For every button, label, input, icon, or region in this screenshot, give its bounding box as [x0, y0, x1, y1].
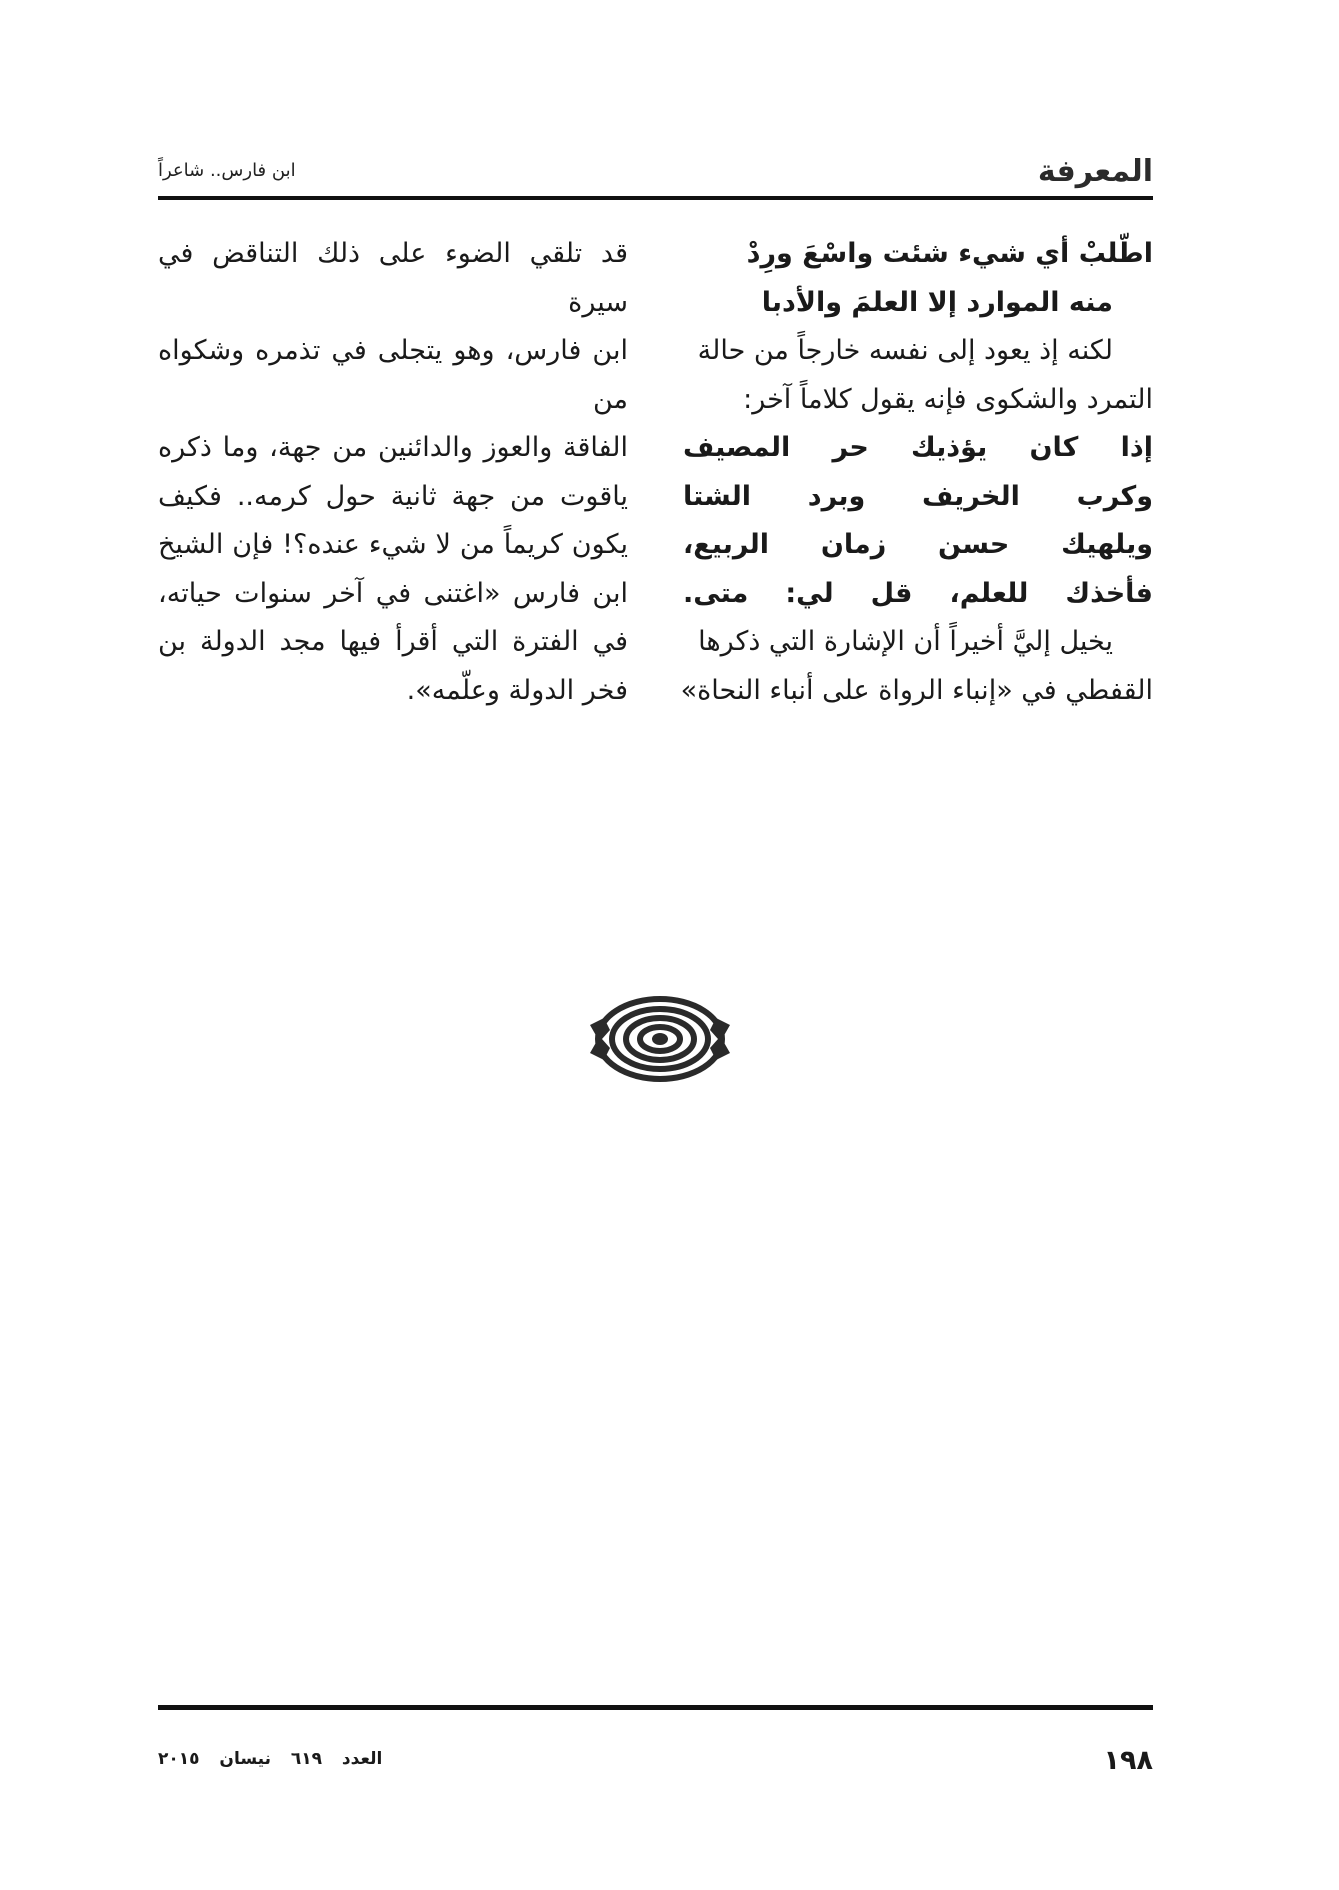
magazine-logo: المعرفة: [1037, 154, 1153, 189]
right-column: [680, 230, 1153, 715]
paragraph-line: فخر الدولة وعلّمه».: [406, 674, 628, 706]
paragraph-line: ياقوت من جهة ثانية حول كرمه.. فكيف: [158, 480, 628, 512]
footer-rule: [158, 1705, 1153, 1710]
verse-line: إذا كان يؤذيك حر المصيف: [683, 432, 1153, 463]
paragraph-line: الفاقة والعوز والدائنين من جهة، وما ذكره: [158, 432, 628, 463]
paragraph-line: التمرد والشكوى فإنه يقول كلاماً آخر:: [743, 383, 1153, 415]
left-column: [158, 230, 628, 715]
header-rule: [158, 196, 1153, 200]
verse-line: فأخذك للعلم، قل لي: متى.: [683, 577, 1153, 609]
verse-line: منه الموارد إلا العلمَ والأدبا: [761, 286, 1113, 318]
page-header: [158, 150, 1153, 196]
paragraph-line: لكنه إذ يعود إلى نفسه خارجاً من حالة: [697, 335, 1113, 366]
verse-line: وكرب الخريف وبرد الشتا: [683, 480, 1153, 512]
paragraph-line: يخيل إليَّ أخيراً أن الإشارة التي ذكرها: [698, 626, 1113, 657]
paragraph-line: القفطي في «إنباء الرواة على أنباء النحاة»: [680, 674, 1153, 706]
verse-line: ويلهيك حسن زمان الربيع،: [683, 529, 1153, 560]
verse-line: اطّلبْ أي شيء شئت واسْعَ ورِدْ: [746, 238, 1153, 269]
paragraph-line: في الفترة التي أقرأ فيها مجد الدولة بن: [158, 626, 628, 657]
page-number: ١٩٨: [1103, 1745, 1153, 1776]
paragraph-line: قد تلقي الضوء على ذلك التناقض في سيرة: [158, 238, 628, 318]
running-title: ابن فارس.. شاعراً: [158, 160, 296, 181]
arabesque-ornament-icon: [590, 990, 730, 1088]
paragraph-line: يكون كريماً من لا شيء عنده؟! فإن الشيخ: [158, 529, 628, 560]
paragraph-line: ابن فارس «اغتنى في آخر سنوات حياته،: [158, 577, 628, 609]
paragraph-line: ابن فارس، وهو يتجلى في تذمره وشكواه من: [158, 335, 628, 415]
issue-info: العدد ٦١٩ نيسان ٢٠١٥: [158, 1749, 383, 1769]
page-footer: [158, 1745, 1153, 1785]
